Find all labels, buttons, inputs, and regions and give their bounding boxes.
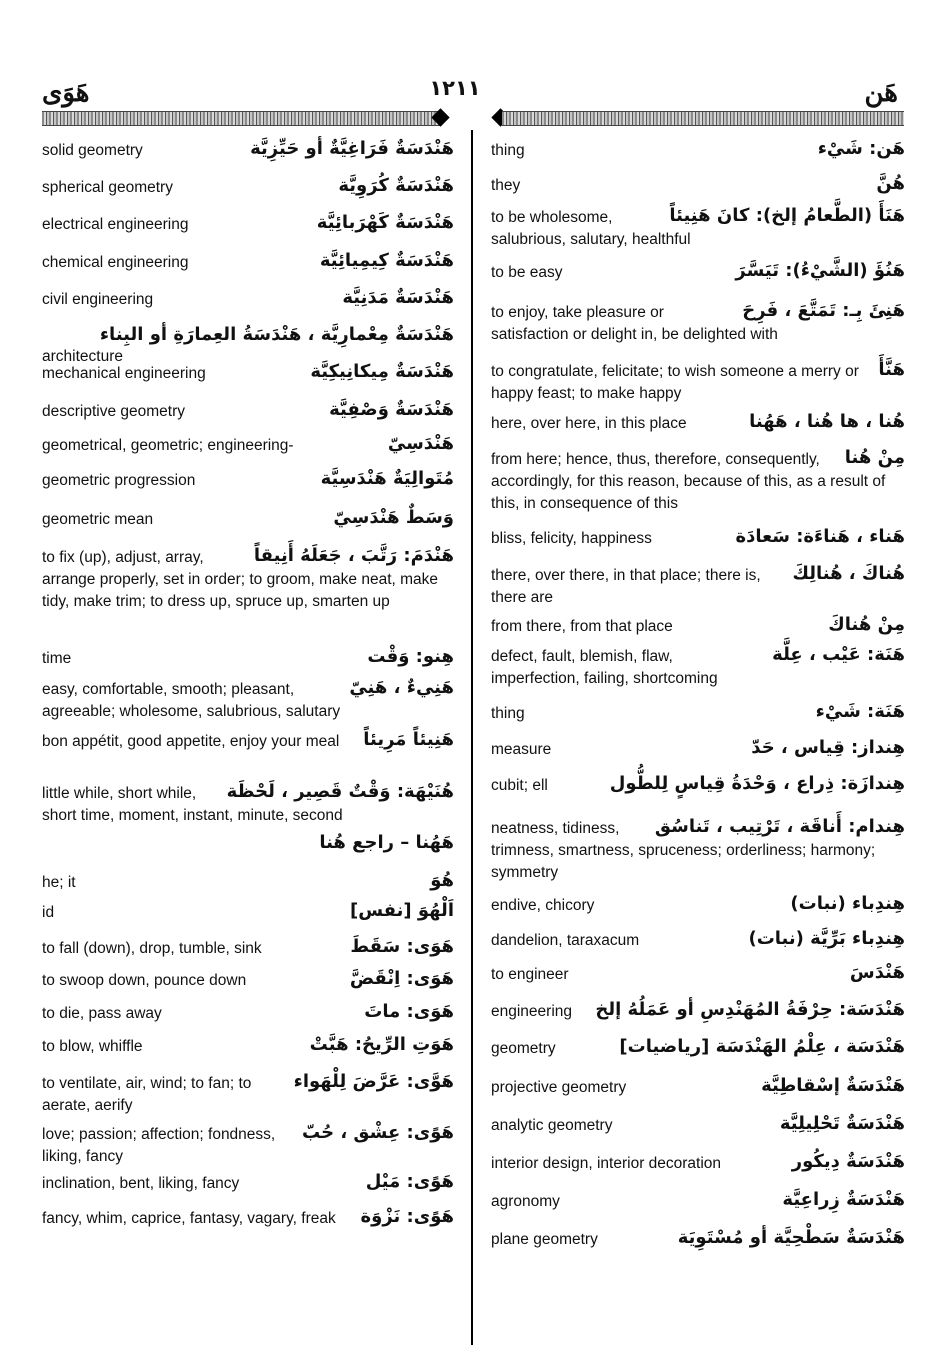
arabic-headword: هَنْدَسَة ، عِلْمُ الهَنْدَسَة [رياضيات] — [619, 1036, 905, 1057]
dictionary-entry — [491, 1153, 905, 1175]
dictionary-entry — [491, 413, 905, 435]
arabic-headword: هَوًى: نَزْوَة — [360, 1206, 454, 1227]
dictionary-entry — [491, 646, 905, 690]
arabic-headword: هُوَ — [430, 870, 454, 891]
arabic-headword: هَهُنا – راجع هُنا — [319, 832, 454, 853]
header-rule-left — [42, 111, 440, 126]
arabic-headword: مِنْ هُناكَ — [828, 614, 905, 635]
dictionary-entry — [42, 1036, 454, 1058]
arabic-headword: هَنْدَسَةٌ مَدَنِيَّة — [342, 287, 454, 308]
header-rule-right — [502, 111, 904, 126]
english-definition: defect, fault, blemish, flaw, imperfection, failing, shortcoming — [491, 648, 718, 687]
dictionary-entry — [491, 302, 905, 346]
column-divider — [471, 130, 473, 1345]
dictionary-entry — [491, 775, 905, 797]
arabic-headword: مُتَوالِيَةٌ هَنْدَسِيَّة — [320, 468, 454, 489]
english-definition: thing — [491, 705, 525, 722]
dictionary-entry — [42, 1173, 454, 1195]
arabic-headword: هَوَّى: عَرَّضَ لِلْهَواء — [293, 1071, 454, 1092]
arabic-headword: هَوَى: ماتَ — [364, 1001, 454, 1022]
dictionary-entry — [491, 616, 905, 638]
running-head-left: هَوَى — [42, 78, 90, 108]
arabic-headword: هَنِئَ بِـ: تَمَتَّعَ ، فَرِحَ — [742, 300, 905, 321]
arabic-headword: هَنُؤَ (الشَّيْءُ): تَيَسَّرَ — [735, 260, 905, 281]
english-definition: fancy, whim, caprice, fantasy, vagary, freak — [42, 1210, 336, 1227]
english-definition: mechanical engineering — [42, 365, 206, 382]
arabic-headword: هِنو: وَقْت — [367, 646, 454, 667]
dictionary-entry — [42, 970, 454, 992]
arabic-headword: هَنْدَسَةٌ تَحْلِيلِيَّة — [779, 1113, 905, 1134]
arabic-headword: هَنْدَسَةٌ زِراعِيَّة — [782, 1189, 905, 1210]
english-definition: here, over here, in this place — [491, 415, 687, 432]
english-definition: little while, short while, short time, moment, instant, minute, second — [42, 785, 343, 824]
english-definition: to fall (down), drop, tumble, sink — [42, 940, 262, 957]
dictionary-entry — [491, 528, 905, 550]
english-definition: from there, from that place — [491, 618, 673, 635]
arabic-headword: هُناكَ ، هُنالِكَ — [792, 563, 905, 584]
arabic-headword: هَنْدَسَةٌ مِعْمارِيَّة ، هَنْدَسَةُ العِمارَةِ أو البِناء — [99, 324, 454, 345]
english-definition: geometry — [491, 1040, 556, 1057]
dictionary-entry — [491, 1229, 905, 1251]
english-definition: love; passion; affection; fondness, liking, fancy — [42, 1126, 276, 1165]
english-definition: geometric progression — [42, 472, 196, 489]
english-definition: geometrical, geometric; engineering- — [42, 437, 294, 454]
dictionary-entry — [42, 648, 454, 670]
arabic-headword: هَوَى: اِنْقَضَّ — [349, 968, 454, 989]
arabic-headword: هَوًى: عِشْق ، حُبّ — [302, 1122, 454, 1143]
english-definition: cubit; ell — [491, 777, 548, 794]
dictionary-entry — [42, 289, 454, 311]
arabic-headword: هَوًى: مَيْل — [365, 1171, 454, 1192]
english-definition: agronomy — [491, 1193, 560, 1210]
arabic-headword: وَسَطٌ هَنْدَسِيّ — [333, 507, 454, 528]
dictionary-entry — [42, 1073, 454, 1117]
english-definition: electrical engineering — [42, 216, 189, 233]
english-definition: to congratulate, felicitate; to wish someone a merry or happy feast; to make happy — [491, 363, 859, 402]
dictionary-entry — [42, 731, 454, 753]
arabic-headword: هَوَى: سَقَطَ — [350, 936, 454, 957]
english-definition: engineering — [491, 1003, 573, 1020]
english-definition: endive, chicory — [491, 897, 595, 914]
dictionary-entry — [491, 449, 905, 515]
dictionary-entry — [42, 783, 454, 827]
dictionary-entry — [42, 435, 454, 457]
english-definition: chemical engineering — [42, 254, 189, 271]
dictionary-entry — [42, 363, 454, 385]
dictionary-entry — [42, 1124, 454, 1168]
english-definition: solid geometry — [42, 142, 143, 159]
dictionary-entry — [491, 703, 905, 725]
english-definition: to fix (up), adjust, array, arrange properly, set in order; to groom, make neat, make tidy, make trim; to dress up, spruce up, smarten up — [42, 549, 439, 610]
dictionary-entry — [491, 1115, 905, 1137]
arabic-headword: مِنْ هُنا — [844, 447, 905, 468]
arabic-headword: هَنْدَسِيّ — [387, 433, 454, 454]
arabic-headword: هِنداز: قِياس ، حَدّ — [751, 737, 905, 758]
dictionary-entry — [491, 1077, 905, 1099]
dictionary-entry — [42, 140, 454, 162]
english-definition: easy, comfortable, smooth; pleasant, agreeable; wholesome, salubrious, salutary — [42, 681, 341, 720]
english-definition: spherical geometry — [42, 179, 173, 196]
english-definition: bon appétit, good appetite, enjoy your meal — [42, 733, 340, 750]
arabic-headword: هَنِيءٌ ، هَنِيّ — [349, 677, 454, 698]
english-definition: geometric mean — [42, 511, 154, 528]
dictionary-entry — [42, 177, 454, 199]
dictionary-entry — [491, 739, 905, 761]
running-head-right: هَن — [864, 78, 898, 108]
arabic-headword: هَناء ، هَناءَة: سَعادَة — [735, 526, 905, 547]
arabic-headword: هَنْدَسَةٌ وَصْفِيَّة — [329, 399, 454, 420]
dictionary-entry — [491, 895, 905, 917]
arabic-headword: هَنَة: شَيْء — [815, 701, 905, 722]
dictionary-entry — [42, 470, 454, 492]
dictionary-entry — [42, 938, 454, 960]
dictionary-entry — [42, 679, 454, 723]
dictionary-entry — [491, 818, 905, 884]
arabic-headword: هَنْدَسَةٌ سَطْحِيَّة أو مُسْتَوِيَة — [677, 1227, 905, 1248]
english-definition: neatness, tidiness, trimness, smartness, spruceness; orderliness; harmony; symmetry — [491, 820, 876, 881]
arabic-headword: هُنَّ — [876, 173, 905, 194]
dictionary-entry — [42, 401, 454, 423]
dictionary-entry — [491, 175, 905, 197]
arabic-headword: هَنْدَمَ: رَتَّبَ ، جَعَلَهُ أَنِيقاً — [253, 545, 454, 566]
english-definition: to blow, whiffle — [42, 1038, 143, 1055]
english-definition: interior design, interior decoration — [491, 1155, 722, 1172]
dictionary-entry — [42, 1003, 454, 1025]
english-definition: he; it — [42, 874, 76, 891]
dictionary-entry — [42, 509, 454, 531]
arabic-headword: هَنْدَسَةٌ مِيكانِيكِيَّة — [310, 361, 454, 382]
english-definition: descriptive geometry — [42, 403, 186, 420]
dictionary-entry — [42, 872, 454, 894]
dictionary-entry — [42, 834, 454, 854]
english-definition: measure — [491, 741, 552, 758]
english-definition: they — [491, 177, 521, 194]
dictionary-entry — [42, 1208, 454, 1230]
arabic-headword: هَنَّأَ — [878, 359, 905, 380]
arabic-headword: هَوَتِ الرِّيحُ: هَبَّتْ — [309, 1034, 454, 1055]
arabic-headword: هَنْدَسَةٌ إسْقاطِيَّة — [761, 1075, 905, 1096]
dictionary-entry — [42, 252, 454, 274]
dictionary-entry — [42, 547, 454, 613]
english-definition: analytic geometry — [491, 1117, 613, 1134]
english-definition: id — [42, 904, 55, 921]
arabic-headword: هَنْدَسَةٌ دِيكُور — [791, 1151, 905, 1172]
arabic-headword: اَلْهُوَ [نفس] — [350, 900, 454, 921]
english-definition: dandelion, taraxacum — [491, 932, 640, 949]
dictionary-entry — [491, 140, 905, 162]
english-definition: to swoop down, pounce down — [42, 972, 247, 989]
dictionary-entry — [491, 1191, 905, 1213]
dictionary-entry — [491, 262, 905, 284]
english-definition: from here; hence, thus, therefore, consequently, accordingly, for this reason, because of this, as a result of this, in consequence of this — [491, 451, 886, 512]
dictionary-entry — [491, 1038, 905, 1060]
dictionary-entry — [491, 565, 905, 609]
arabic-headword: هِندازَة: ذِراع ، وَحْدَةُ قِياسٍ لِلطُّول — [609, 773, 905, 794]
english-definition: inclination, bent, liking, fancy — [42, 1175, 240, 1192]
english-definition: there, over there, in that place; there is, there are — [491, 567, 761, 606]
dictionary-entry — [491, 930, 905, 952]
english-definition: to ventilate, air, wind; to fan; to aerate, aerify — [42, 1075, 252, 1114]
page-number: ١٢١١ — [429, 76, 481, 100]
arabic-headword: هِندِباء بَرِّيَّة (نبات) — [748, 928, 905, 949]
dictionary-entry — [491, 964, 905, 986]
dictionary-entry — [42, 902, 454, 924]
english-definition: architecture — [42, 348, 123, 365]
english-definition: to engineer — [491, 966, 569, 983]
arabic-headword: هَنِيئاً مَرِيئاً — [363, 729, 454, 750]
arabic-headword: هَن: شَيْء — [817, 138, 905, 159]
arabic-headword: هِندام: أَناقَة ، تَرْتِيب ، تَناسُق — [654, 816, 905, 837]
arabic-headword: هَنْدَسَةٌ فَرَاغِيَّةٌ أو حَيِّزِيَّة — [250, 138, 454, 159]
dictionary-entry — [491, 361, 905, 405]
arabic-headword: هُنَيْهَة: وَقْتٌ قَصِير ، لَحْظَة — [226, 781, 454, 802]
arabic-headword: هَنَأَ (الطَّعامُ إلخ): كانَ هَنِيئاً — [669, 205, 905, 226]
english-definition: civil engineering — [42, 291, 154, 308]
arabic-headword: هَنْدَسَة: حِرْفَةُ المُهَنْدِسِ أو عَمَلُهُ إلخ — [595, 999, 905, 1020]
arabic-headword: هَنْدَسَ — [849, 962, 905, 983]
dictionary-entry — [491, 207, 905, 251]
english-definition: thing — [491, 142, 525, 159]
english-definition: to be wholesome, salubrious, salutary, healthful — [491, 209, 691, 248]
english-definition: plane geometry — [491, 1231, 598, 1248]
arabic-headword: هِندِباء (نبات) — [790, 893, 905, 914]
english-definition: to be easy — [491, 264, 563, 281]
dictionary-entry — [42, 214, 454, 236]
dictionary-entry — [491, 1001, 905, 1023]
arabic-headword: هَنْدَسَةٌ كُرَوِيَّة — [338, 175, 454, 196]
arabic-headword: هَنْدَسَةٌ كِيمِيائِيَّة — [319, 250, 454, 271]
english-definition: time — [42, 650, 72, 667]
english-definition: projective geometry — [491, 1079, 627, 1096]
english-definition: bliss, felicity, happiness — [491, 530, 652, 547]
arabic-headword: هَنْدَسَةٌ كَهْرَبائِيَّة — [316, 212, 454, 233]
arabic-headword: هُنا ، ها هُنا ، هَهُنا — [749, 411, 905, 432]
english-definition: to die, pass away — [42, 1005, 162, 1022]
english-definition: to enjoy, take pleasure or satisfaction or delight in, be delighted with — [491, 304, 778, 343]
arabic-headword: هَنَة: عَيْب ، عِلَّة — [772, 644, 905, 665]
